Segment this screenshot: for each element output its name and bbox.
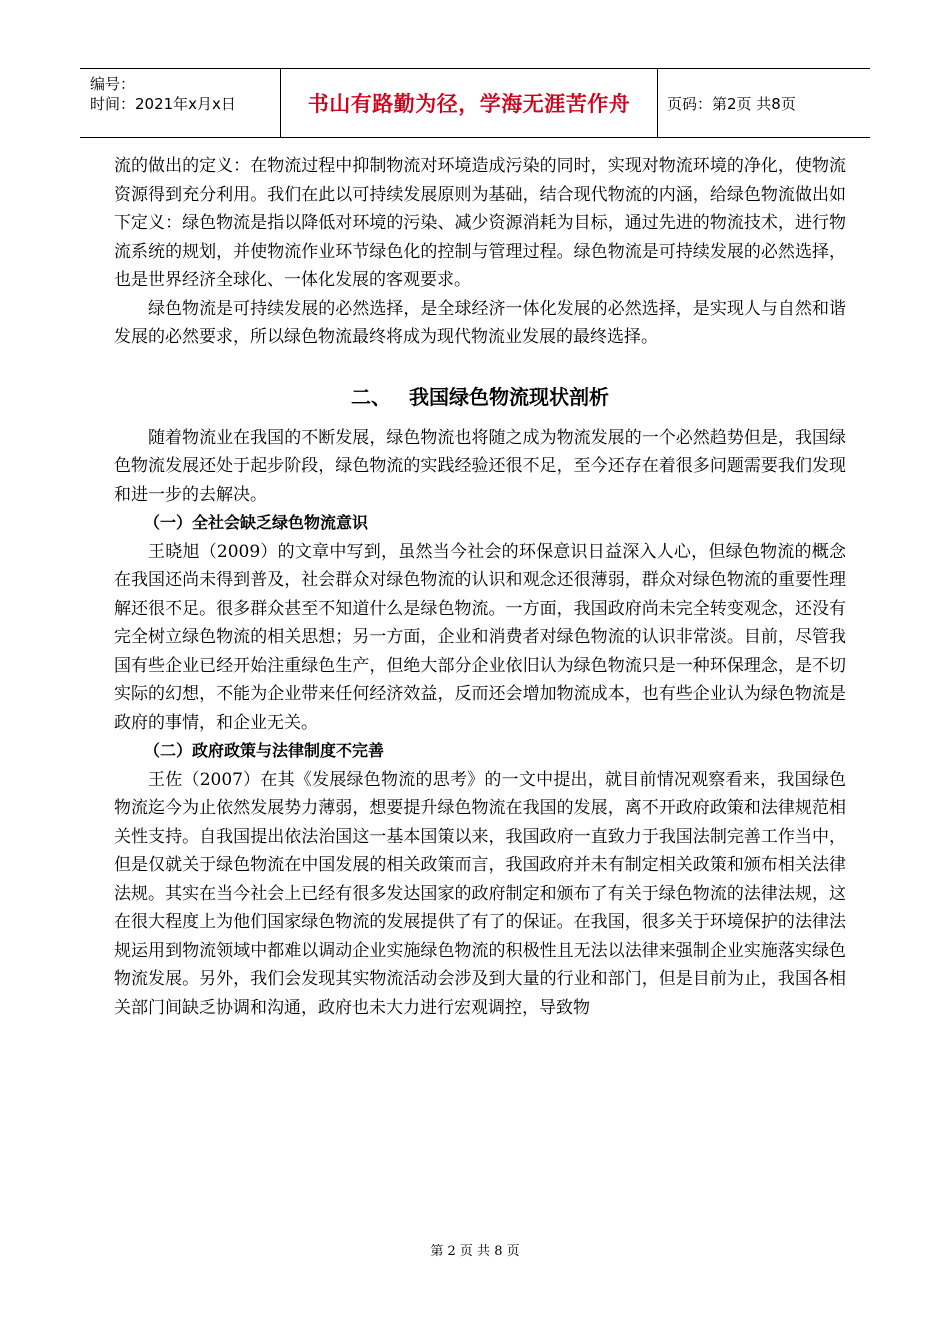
date-line: 时间：2021年x月x日: [90, 95, 236, 113]
serial-label: 编号：: [90, 75, 136, 93]
paragraph-conclusion: 绿色物流是可持续发展的必然选择，是全球经济一体化发展的必然选择，是实现人与自然和谐发展的必然要求，所以绿色物流最终将成为现代物流业发展的最终选择。: [114, 298, 846, 347]
subsection-heading-1: （一）全社会缺乏绿色物流意识: [144, 513, 369, 532]
page-footer: 第 2 页 共 8 页: [430, 1244, 520, 1259]
paragraph-intro: 随着物流业在我国的不断发展，绿色物流也将随之成为物流发展的一个必然趋势但是，我国绿色物流发展还处于起步阶段，绿色物流的实践经验还很不足，至今还存在着很多问题需要我们发现和进一步的去解决。: [114, 427, 846, 505]
header-left-cell: [80, 69, 280, 137]
page-header: [80, 68, 870, 138]
section-title: 我国绿色物流现状剖析: [409, 384, 609, 409]
paragraph-policy: 王佐（2007）在其《发展绿色物流的思考》的一文中提出，就目前情况观察看来，我国绿色物流迄今为止依然发展势力薄弱，想要提升绿色物流在我国的发展，离不开政府政策和法律规范相关性支持。自我国提出依法治国这一基本国策以来，我国政府一直致力于我国法制完善工作当中，但是仅就关于绿色物流在中国发展的相关政策而言，我国政府并未有制定相关政策和颁布相关法律法规。其实在当今社会上已经有很多发达国家的政府制定和颁布了有关于绿色物流的法律法规，这在很大程度上为他们国家绿色物流的发展提供了有了的保证。在我国，很多关于环境保护的法律法规运用到物流领域中都难以调动企业实施绿色物流的积极性且无法以法律来强制企业实施落实绿色物流发展。另外，我们会发现其实物流活动会涉及到大量的行业和部门，但是目前为止，我国各相关部门间缺乏协调和沟通，政府也未大力进行宏观调控，导致物: [114, 769, 846, 1018]
header-page-info: 页码：第2页 共8页: [667, 94, 796, 113]
section-heading: [114, 382, 846, 412]
document-body: [114, 152, 846, 1022]
paragraph-awareness: 王晓旭（2009）的文章中写到，虽然当今社会的环保意识日益深入人心，但绿色物流的概念在我国还尚未得到普及，社会群众对绿色物流的认识和观念还很薄弱，群众对绿色物流的重要性理解还很不足。很多群众甚至不知道什么是绿色物流。一方面，我国政府尚未完全转变观念，还没有完全树立绿色物流的相关思想；另一方面，企业和消费者对绿色物流的认识非常淡。目前，尽管我国有些企业已经开始注重绿色生产，但绝大部分企业依旧认为绿色物流只是一种环保理念，是不切实际的幻想，不能为企业带来任何经济效益，反而还会增加物流成本，也有些企业认为绿色物流是政府的事情，和企业无关。: [114, 541, 846, 733]
paragraph-definition: 流的做出的定义：在物流过程中抑制物流对环境造成污染的同时，实现对物流环境的净化，使物流资源得到充分利用。我们在此以可持续发展原则为基础，结合现代物流的内涵，给绿色物流做出如下定义：绿色物流是指以降低对环境的污染、减少资源消耗为目标，通过先进的物流技术，进行物流系统的规划，并使物流作业环节绿色化的控制与管理过程。绿色物流是可持续发展的必然选择，也是世界经济全球化、一体化发展的客观要求。: [114, 156, 846, 290]
section-number: 二、: [351, 384, 391, 409]
header-motto: 书山有路勤为径，学海无涯苦作舟: [280, 69, 658, 137]
subsection-heading-2: （二）政府政策与法律制度不完善: [144, 741, 385, 760]
